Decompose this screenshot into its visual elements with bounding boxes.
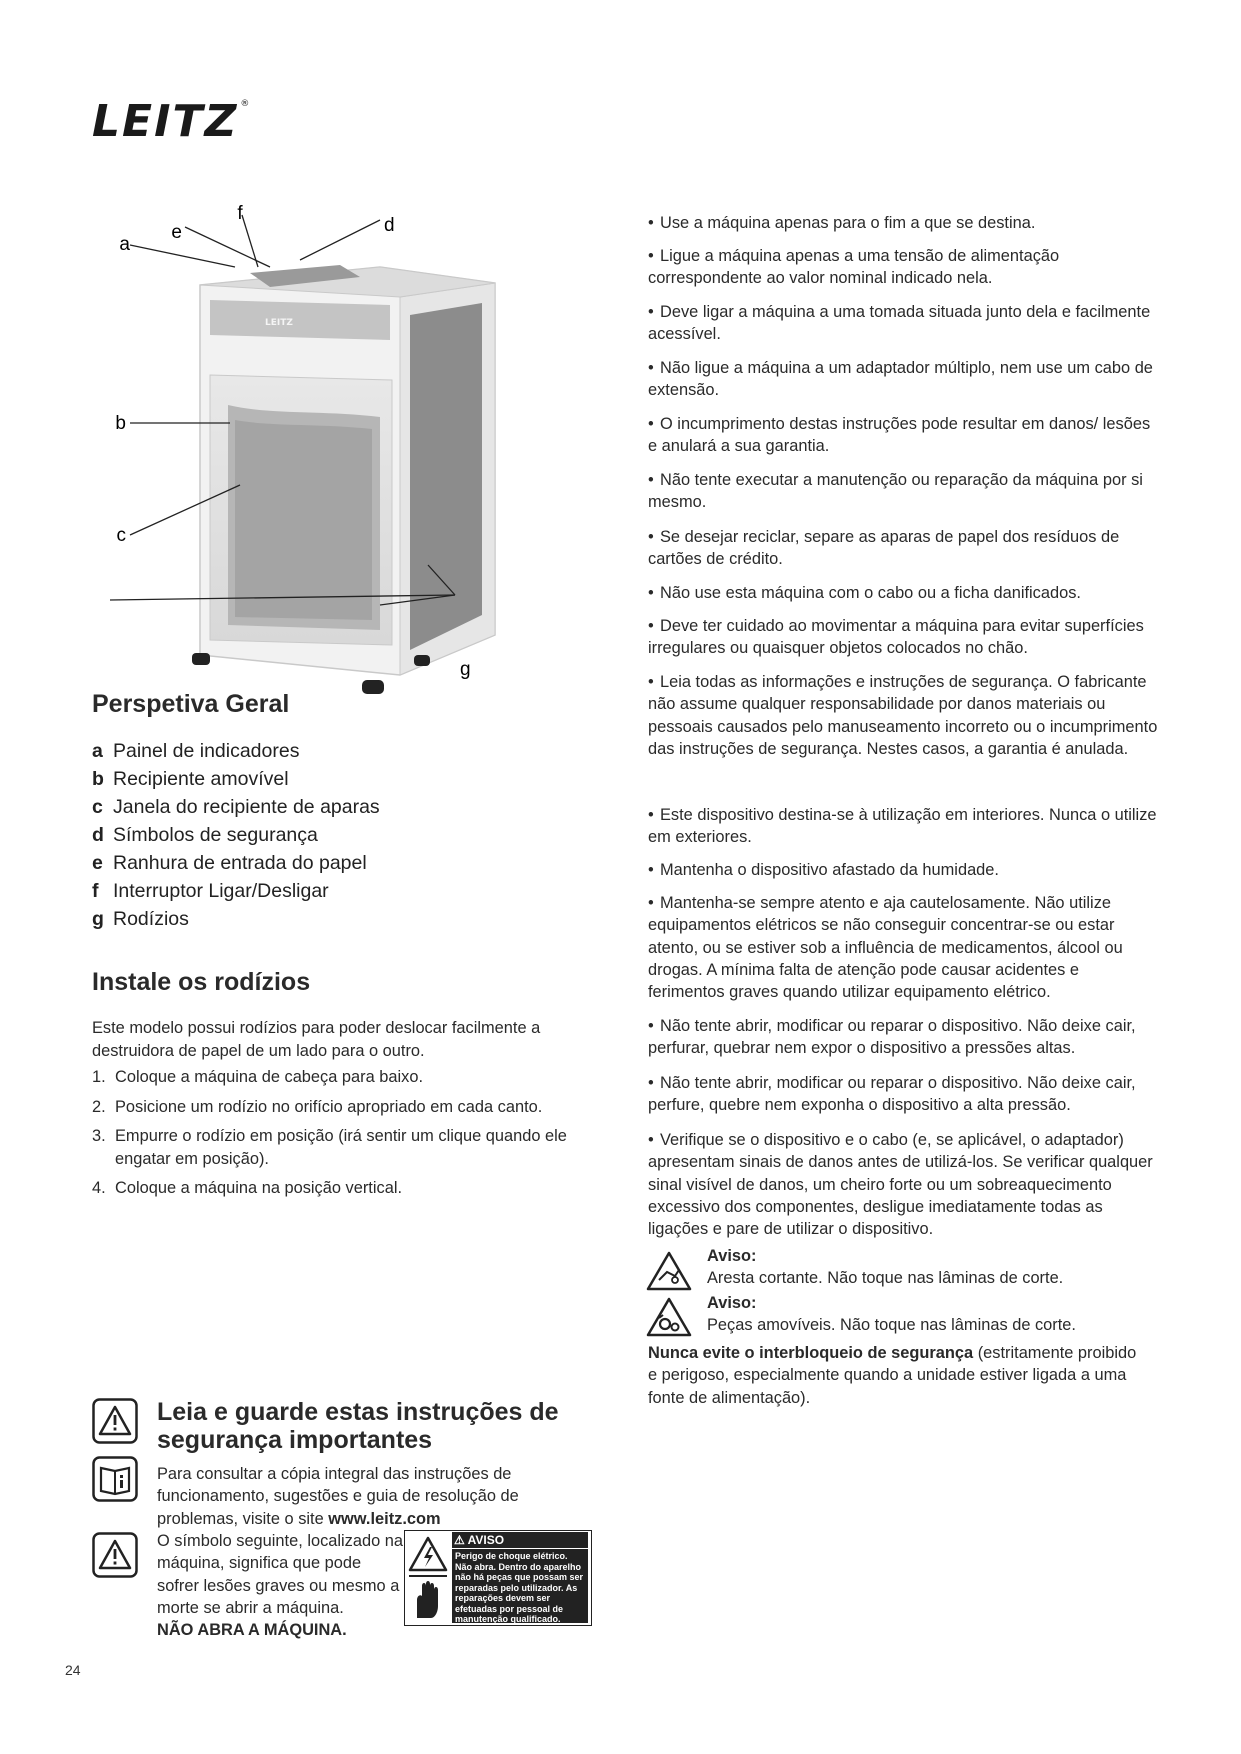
step-item: 1. Coloque a máquina de cabeça para baixo.: [92, 1068, 423, 1086]
list-item: • Ligue a máquina apenas a uma tensão de alimentação correspondente ao valor nominal indicado nela.: [648, 247, 1060, 288]
callout-e: e: [171, 222, 182, 243]
list-item: c Janela do recipiente de aparas: [92, 796, 380, 818]
list-item: • Não tente executar a manutenção ou reparação da máquina por si mesmo.: [648, 471, 1143, 512]
install-steps: [92, 1066, 602, 1207]
list-item: • Verifique se o dispositivo e o cabo (e, se aplicável, o adaptador) apresentam sinais de danos antes de utilizá-los. Se verificar qualquer sinal visível de danos, um cheiro forte ou um sobreaquecimento excessivo dos componentes, desligue imediatamente todas as ligações e pare de utilizar o dispositivo.: [648, 1131, 1153, 1239]
consult-text: Para consultar a cópia integral das instruções de funcionamento, sugestões e guia de resolução de problemas, visite o site www.leitz.com: [157, 1465, 519, 1528]
warning-triangle-icon: [92, 1398, 138, 1444]
label-title: ⚠ AVISO: [452, 1532, 588, 1548]
list-item: • Não tente abrir, modificar ou reparar o dispositivo. Não deixe cair, perfure, quebre nem exponha o dispositivo a alta pressão.: [648, 1074, 1136, 1115]
manual-book-icon: [92, 1456, 138, 1502]
list-item: • Leia todas as informações e instruções de segurança. O fabricante não assume qualquer responsabilidade por danos materiais ou pessoais causados pelo manuseamento incorreto ou o incumprimento das instruções de segurança. Nestes casos, a garantia é anulada.: [648, 673, 1158, 758]
brand-logo: [92, 96, 252, 147]
step-item: 3. Empurre o rodízio em posição (irá sentir um clique quando ele engatar em posição).: [92, 1127, 567, 1168]
list-item: • Use a máquina apenas para o fim a que se destina.: [648, 214, 1036, 232]
registered-mark: ®: [240, 99, 252, 109]
step-item: 2. Posicione um rodízio no orifício apropriado em cada canto.: [92, 1097, 543, 1116]
list-item: d Símbolos de segurança: [92, 824, 318, 846]
list-item: b Recipiente amovível: [92, 768, 289, 790]
warning-triangle-icon: [92, 1532, 138, 1578]
list-item: f Interruptor Ligar/Desligar: [92, 880, 329, 902]
shredder-illustration: [110, 205, 550, 695]
do-not-open-text: NÃO ABRA A MÁQUINA.: [157, 1621, 347, 1640]
overview-title: Perspetiva Geral: [92, 690, 290, 718]
warning-cutting-edge: Aviso: Aresta cortante. Não toque nas lâminas de corte.: [707, 1247, 1064, 1288]
page-number: 24: [65, 1662, 81, 1678]
list-item: • Não tente abrir, modificar ou reparar o dispositivo. Não deixe cair, perfurar, quebrar nem expor o dispositivo a pressões altas.: [648, 1017, 1136, 1058]
warning-moving-parts: Aviso: Peças amovíveis. Não toque nas lâminas de corte.: [707, 1294, 1076, 1335]
brand-name: LEITZ: [92, 96, 239, 147]
callout-a: a: [119, 234, 130, 255]
safety-title: Leia e guarde estas instruções de segurança importantes: [157, 1398, 559, 1454]
list-item: • Mantenha-se sempre atento e aja cautelosamente. Não utilize equipamentos elétricos se não conseguir concentrar-se ou estar atento, ou se estiver sob a influência de medicamentos, álcool ou drogas. A mínima falta de atenção pode causar acidentes e ferimentos graves quando utilizar equipamento elétrico.: [648, 894, 1123, 1002]
list-item: • Este dispositivo destina-se à utilização em interiores. Nunca o utilize em exteriores.: [648, 806, 1157, 847]
list-item: • O incumprimento destas instruções pode resultar em danos/ lesões e anulará a sua garantia.: [648, 415, 1151, 456]
overview-list: [92, 737, 380, 933]
list-item: e Ranhura de entrada do papel: [92, 852, 367, 874]
list-item: • Deve ter cuidado ao movimentar a máquina para evitar superfícies irregulares ou quaisquer objetos colocados no chão.: [648, 617, 1144, 658]
list-item: • Não ligue a máquina a um adaptador múltiplo, nem use um cabo de extensão.: [648, 359, 1153, 400]
list-item: a Painel de indicadores: [92, 740, 300, 762]
device-logo: LEITZ: [265, 318, 293, 328]
list-item: • Se desejar reciclar, separe as aparas de papel dos resíduos de cartões de crédito.: [648, 528, 1120, 569]
list-item: g Rodízios: [92, 908, 189, 930]
step-item: 4. Coloque a máquina na posição vertical.: [92, 1179, 403, 1197]
electric-shock-icon: [407, 1534, 449, 1620]
callout-g: g: [460, 659, 471, 680]
moving-parts-warning-icon: [645, 1296, 693, 1338]
label-body: Perigo de choque elétrico. Não abra. Dentro do aparelho não há peças que possam ser reparadas pelo utilizador. As reparações devem ser efetuadas por pessoal de manutenção qualificado.: [452, 1549, 588, 1623]
install-intro: Este modelo possui rodízios para poder deslocar facilmente a destruidora de papel de um lado para o outro.: [92, 1019, 541, 1060]
install-title: Instale os rodízios: [92, 968, 311, 996]
callout-f: f: [237, 205, 243, 224]
list-item: • Mantenha o dispositivo afastado da humidade.: [648, 861, 999, 879]
callout-d: d: [384, 215, 395, 236]
callout-c: c: [116, 525, 126, 546]
callout-b: b: [115, 413, 126, 434]
symbol-text: O símbolo seguinte, localizado na máquina, significa que pode sofrer lesões graves ou mesmo a morte se abrir a máquina. NÃO ABRA A MÁQUINA.: [157, 1532, 404, 1640]
list-item: • Deve ligar a máquina a uma tomada situada junto dela e facilmente acessível.: [648, 303, 1151, 344]
website-link[interactable]: www.leitz.com: [328, 1509, 441, 1528]
never-bypass-text: Nunca evite o interbloqueio de segurança (estritamente proibido e perigoso, especialmente quando a unidade estiver ligada a uma fonte de alimentação).: [648, 1344, 1137, 1407]
cutting-edge-warning-icon: [645, 1250, 693, 1292]
list-item: • Não use esta máquina com o cabo ou a ficha danificados.: [648, 584, 1081, 602]
